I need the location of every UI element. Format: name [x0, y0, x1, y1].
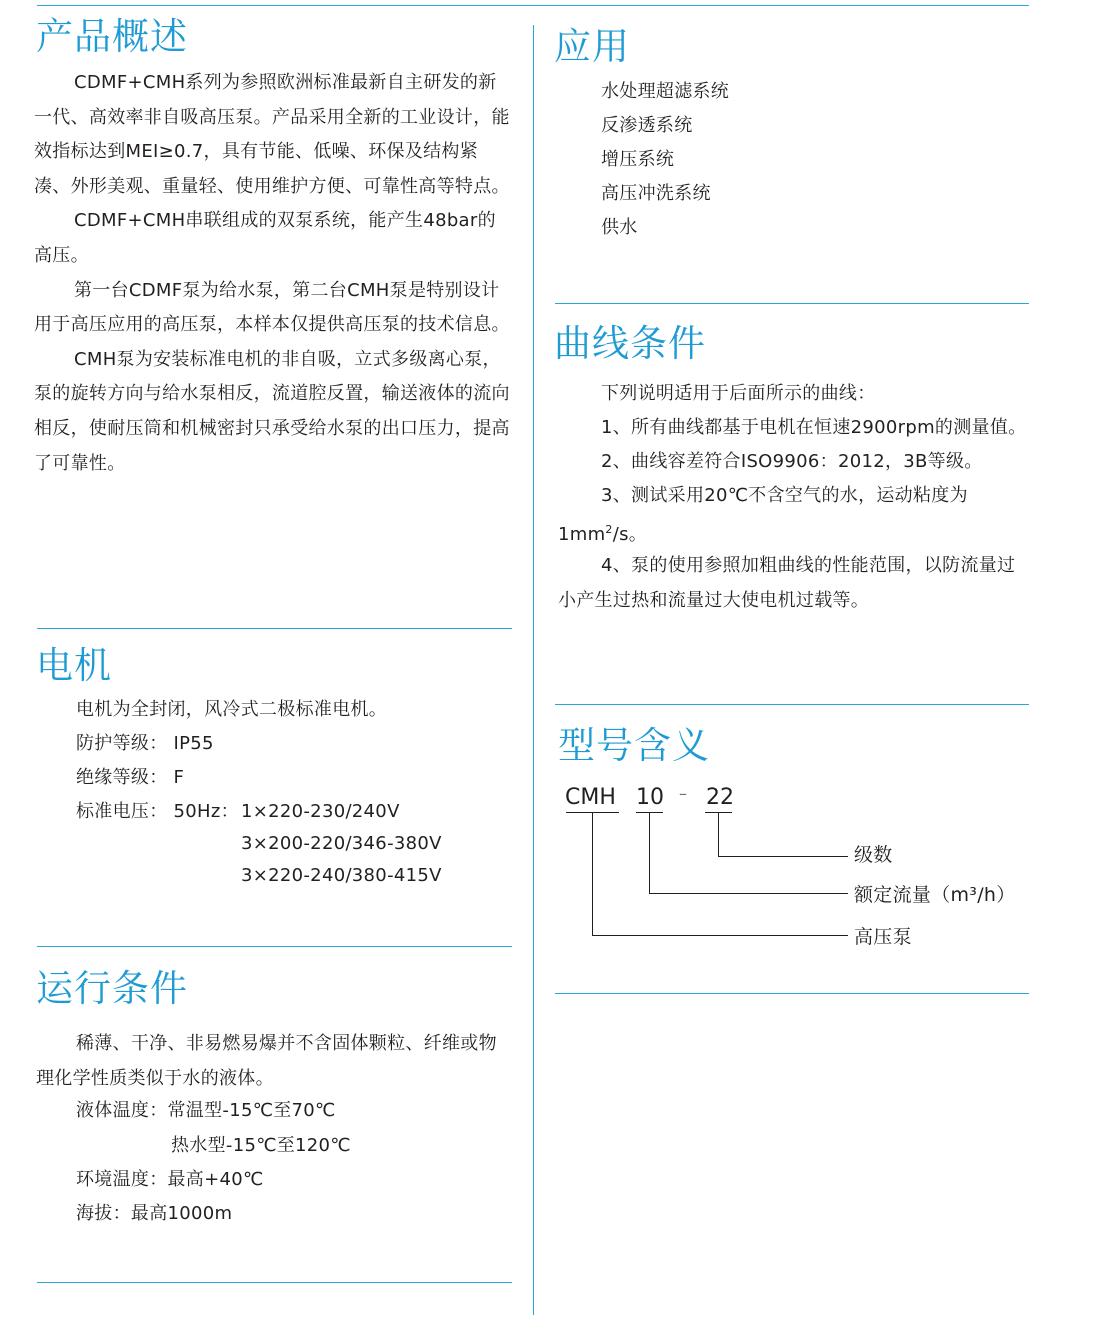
operating-intro — [36, 1027, 510, 1096]
curves-item-4-text: 4、泵的使用参照加粗曲线的性能范围，以防流量过小产生过热和流量过大使电机过载等。 — [558, 555, 1016, 611]
top-rule — [37, 5, 1029, 6]
curves-item-4 — [558, 549, 1030, 618]
section-divider — [555, 303, 1029, 304]
model-label-flow: 额定流量（m³/h） — [854, 884, 1016, 906]
overview-paragraph: 第一台CDMF泵为给水泵，第二台CMH泵是特别设计用于高压应用的高压泵，本样本仅提供高压泵的技术信息。 — [34, 279, 510, 336]
curves-item-2: 2、曲线容差符合ISO9906：2012，3B等级。 — [601, 451, 983, 472]
section-divider — [37, 628, 512, 629]
model-label-stages: 级数 — [854, 844, 893, 866]
application-item: 反渗透系统 — [601, 115, 693, 136]
leader-stages-vertical — [718, 813, 719, 856]
application-item: 高压冲洗系统 — [601, 183, 711, 204]
overview-paragraph: CMH泵为安装标准电机的非自吸，立式多级离心泵，泵的旋转方向与给水泵相反，流道腔反置，输送液体的流向相反，使耐压筒和机械密封只承受给水泵的出口压力，提高了可靠性。 — [34, 348, 510, 474]
application-item: 水处理超滤系统 — [601, 81, 730, 102]
curves-item-3-cont — [558, 518, 647, 547]
overview-paragraph: CDMF+CMH系列为参照欧洲标准最新自主研发的新一代、高效率非自吸高压泵。产品采用全新的工业设计，能效指标达到MEI≥0.7，具有节能、低噪、环保及结构紧凑、外形美观、重量轻、使用维护方便、可靠性高等特点。 — [34, 72, 510, 197]
curves-intro: 下列说明适用于后面所示的曲线： — [601, 383, 876, 404]
overview-paragraph: CDMF+CMH串联组成的双泵系统，能产生48bar的高压。 — [34, 210, 496, 266]
section-divider — [555, 704, 1029, 705]
curves-item-3: 3、测试采用20℃不含空气的水，运动粘度为 — [601, 485, 968, 506]
model-code-series: CMH — [565, 785, 616, 810]
leader-flow-vertical — [649, 813, 650, 893]
motor-voltage-value: 3×220-240/380-415V — [241, 865, 442, 886]
section-title-motor: 电机 — [36, 644, 112, 687]
section-title-model: 型号含义 — [558, 724, 710, 767]
leader-pump-vertical — [592, 813, 593, 935]
motor-voltage-label: 标准电压： 50Hz： — [76, 801, 239, 822]
viscosity-value: 1mm — [558, 524, 606, 545]
overview-text — [34, 66, 510, 481]
viscosity-exponent: 2 — [605, 523, 613, 536]
curves-item-1: 1、所有曲线都基于电机在恒速2900rpm的测量值。 — [601, 417, 1027, 438]
section-title-operating: 运行条件 — [36, 967, 188, 1010]
model-label-pump: 高压泵 — [854, 926, 912, 948]
application-item: 供水 — [601, 217, 638, 238]
liquid-temperature-hot: 热水型-15℃至120℃ — [171, 1135, 351, 1156]
section-divider — [37, 946, 512, 947]
viscosity-unit: /s。 — [612, 524, 648, 545]
section-title-curves: 曲线条件 — [554, 322, 706, 365]
section-divider — [555, 993, 1029, 994]
model-code-dash: – — [679, 784, 687, 803]
operating-intro-text: 稀薄、干净、非易燃易爆并不含固体颗粒、纤维或物理化学性质类似于水的液体。 — [36, 1033, 497, 1089]
motor-insulation: 绝缘等级： F — [76, 767, 185, 788]
section-divider — [37, 1282, 512, 1283]
leader-stages-horizontal — [718, 856, 848, 857]
liquid-temperature: 液体温度：常温型-15℃至70℃ — [76, 1100, 336, 1121]
application-item: 增压系统 — [601, 149, 675, 170]
motor-voltage-value: 3×200-220/346-380V — [241, 833, 442, 854]
leader-flow-horizontal — [649, 893, 848, 894]
section-title-application: 应用 — [554, 25, 630, 68]
leader-pump-horizontal — [592, 935, 848, 936]
motor-intro: 电机为全封闭，风冷式二极标准电机。 — [76, 699, 388, 720]
ambient-temperature: 环境温度：最高+40℃ — [76, 1169, 264, 1190]
model-code-stages: 22 — [706, 785, 734, 810]
altitude: 海拔：最高1000m — [76, 1203, 233, 1224]
model-code-flow: 10 — [636, 785, 664, 810]
column-divider — [533, 25, 534, 1315]
motor-voltage-value: 1×220-230/240V — [241, 801, 400, 822]
section-title-overview: 产品概述 — [36, 15, 188, 58]
motor-protection: 防护等级： IP55 — [76, 733, 214, 754]
